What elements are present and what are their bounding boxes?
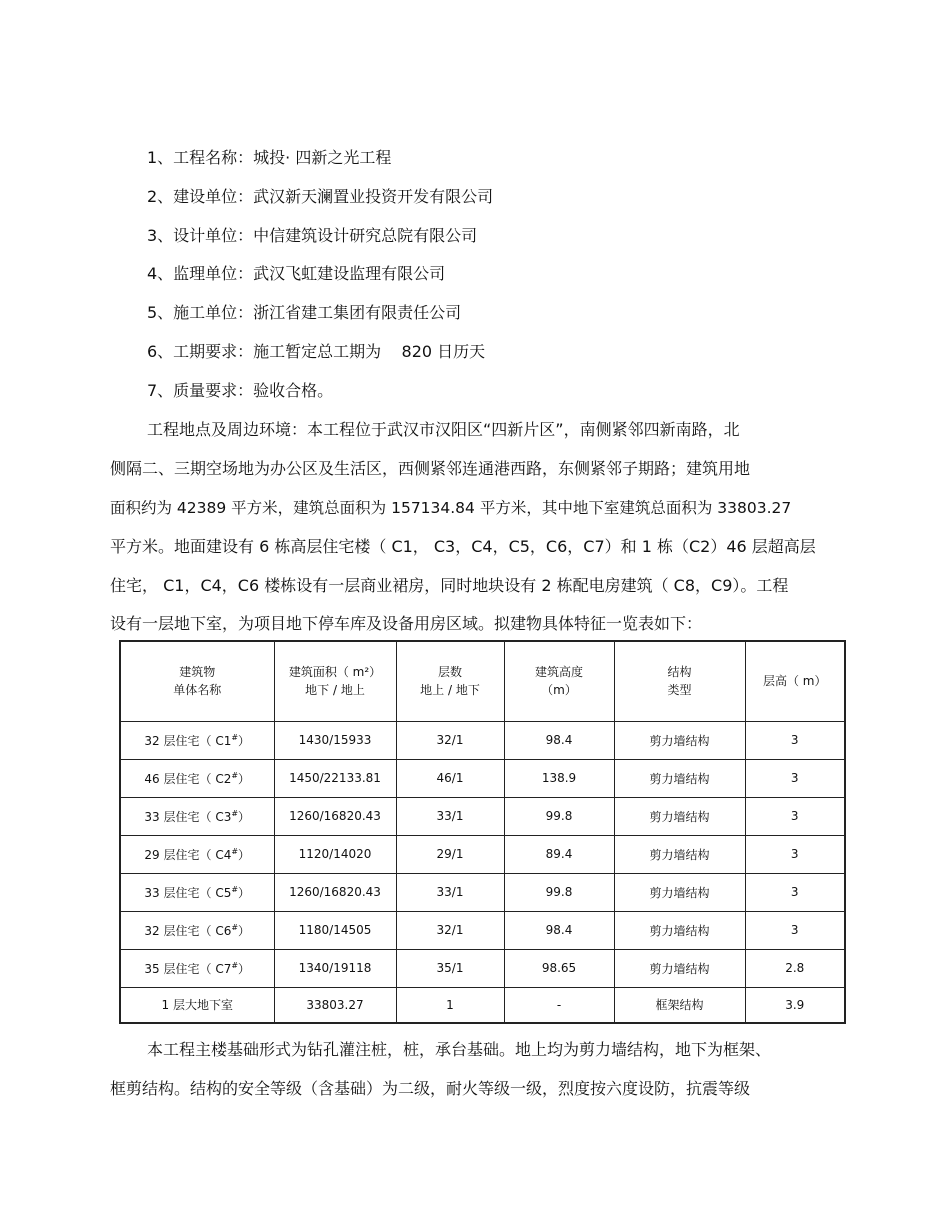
designer-line: 3、设计单位：中信建筑设计研究总院有限公司 [147, 226, 478, 245]
cell-height: 98.4 [504, 911, 614, 949]
cell-floor-height: 3.9 [745, 987, 845, 1023]
table-row [120, 759, 845, 797]
foundation-paragraph-line: 框剪结构。结构的安全等级（含基础）为二级，耐火等级一级，烈度按六度设防，抗震等级 [110, 1079, 751, 1098]
col-header-floors: 层数 地上 / 地下 [396, 641, 504, 721]
cell-structure: 剪力墙结构 [614, 759, 745, 797]
col-header-building: 建筑物 单体名称 [120, 641, 274, 721]
quality-line: 7、质量要求：验收合格。 [147, 381, 334, 400]
builder-line: 2、建设单位：武汉新天澜置业投资开发有限公司 [147, 187, 494, 206]
cell-floors: 32/1 [396, 911, 504, 949]
col-header-height: 建筑高度 （m） [504, 641, 614, 721]
cell-floor-height: 3 [745, 911, 845, 949]
supervisor-line: 4、监理单位：武汉飞虹建设监理有限公司 [147, 264, 446, 283]
cell-floors: 1 [396, 987, 504, 1023]
cell-building-name: 33 层住宅（ C5#） [120, 873, 274, 911]
table-header-row [120, 641, 845, 721]
cell-floor-height: 3 [745, 759, 845, 797]
cell-height: 138.9 [504, 759, 614, 797]
cell-height: 99.8 [504, 797, 614, 835]
table-row [120, 987, 845, 1023]
cell-area: 1120/14020 [274, 835, 396, 873]
table-row [120, 797, 845, 835]
cell-floors: 32/1 [396, 721, 504, 759]
location-paragraph-line: 面积约为 42389 平方米，建筑总面积为 157134.84 平方米，其中地下室建筑总面积为 33803.27 [110, 499, 792, 517]
cell-floors: 29/1 [396, 835, 504, 873]
cell-height: 98.65 [504, 949, 614, 987]
location-paragraph-line: 住宅， C1，C4，C6 楼栋设有一层商业裙房，同时地块设有 2 栋配电房建筑（ C8，C9）。工程 [110, 576, 789, 595]
col-header-structure: 结构 类型 [614, 641, 745, 721]
cell-building-name: 33 层住宅（ C3#） [120, 797, 274, 835]
cell-floor-height: 3 [745, 835, 845, 873]
cell-structure: 剪力墙结构 [614, 873, 745, 911]
cell-building-name: 29 层住宅（ C4#） [120, 835, 274, 873]
location-paragraph-line: 侧隔二、三期空场地为办公区及生活区，西侧紧邻连通港西路，东侧紧邻子期路；建筑用地 [110, 459, 751, 478]
col-header-floor-height: 层高（ m） [745, 641, 845, 721]
schedule-line: 6、工期要求：施工暂定总工期为 820 日历天 [147, 342, 486, 361]
cell-structure: 框架结构 [614, 987, 745, 1023]
location-paragraph-line: 设有一层地下室，为项目地下停车库及设备用房区域。拟建物具体特征一览表如下： [110, 614, 703, 633]
table-row [120, 721, 845, 759]
col-header-area: 建筑面积（ m²） 地下 / 地上 [274, 641, 396, 721]
cell-area: 1180/14505 [274, 911, 396, 949]
cell-building-name: 35 层住宅（ C7#） [120, 949, 274, 987]
cell-building-name: 32 层住宅（ C1#） [120, 721, 274, 759]
cell-height: - [504, 987, 614, 1023]
cell-height: 99.8 [504, 873, 614, 911]
cell-floor-height: 2.8 [745, 949, 845, 987]
cell-area: 33803.27 [274, 987, 396, 1023]
cell-floor-height: 3 [745, 797, 845, 835]
cell-building-name: 1 层大地下室 [120, 987, 274, 1023]
contractor-line: 5、施工单位：浙江省建工集团有限责任公司 [147, 303, 462, 322]
cell-area: 1260/16820.43 [274, 797, 396, 835]
cell-floor-height: 3 [745, 873, 845, 911]
building-spec-table [119, 640, 846, 1024]
cell-structure: 剪力墙结构 [614, 911, 745, 949]
cell-floors: 33/1 [396, 873, 504, 911]
location-paragraph-line: 平方米。地面建设有 6 栋高层住宅楼（ C1， C3，C4，C5，C6，C7）和 1 栋（C2）46 层超高层 [110, 537, 816, 556]
table-row [120, 949, 845, 987]
cell-area: 1430/15933 [274, 721, 396, 759]
cell-area: 1260/16820.43 [274, 873, 396, 911]
cell-structure: 剪力墙结构 [614, 797, 745, 835]
cell-structure: 剪力墙结构 [614, 949, 745, 987]
project-name-line: 1、工程名称：城投· 四新之光工程 [147, 148, 392, 167]
cell-building-name: 46 层住宅（ C2#） [120, 759, 274, 797]
location-paragraph-line: 工程地点及周边环境：本工程位于武汉市汉阳区“四新片区”，南侧紧邻四新南路，北 [147, 420, 740, 439]
cell-height: 98.4 [504, 721, 614, 759]
cell-floor-height: 3 [745, 721, 845, 759]
foundation-paragraph-line: 本工程主楼基础形式为钻孔灌注桩，桩，承台基础。地上均为剪力墙结构，地下为框架、 [147, 1040, 772, 1059]
cell-building-name: 32 层住宅（ C6#） [120, 911, 274, 949]
cell-floors: 33/1 [396, 797, 504, 835]
table-row [120, 911, 845, 949]
cell-area: 1450/22133.81 [274, 759, 396, 797]
cell-floors: 35/1 [396, 949, 504, 987]
cell-area: 1340/19118 [274, 949, 396, 987]
cell-structure: 剪力墙结构 [614, 835, 745, 873]
cell-height: 89.4 [504, 835, 614, 873]
table-row [120, 873, 845, 911]
cell-floors: 46/1 [396, 759, 504, 797]
table-row [120, 835, 845, 873]
cell-structure: 剪力墙结构 [614, 721, 745, 759]
